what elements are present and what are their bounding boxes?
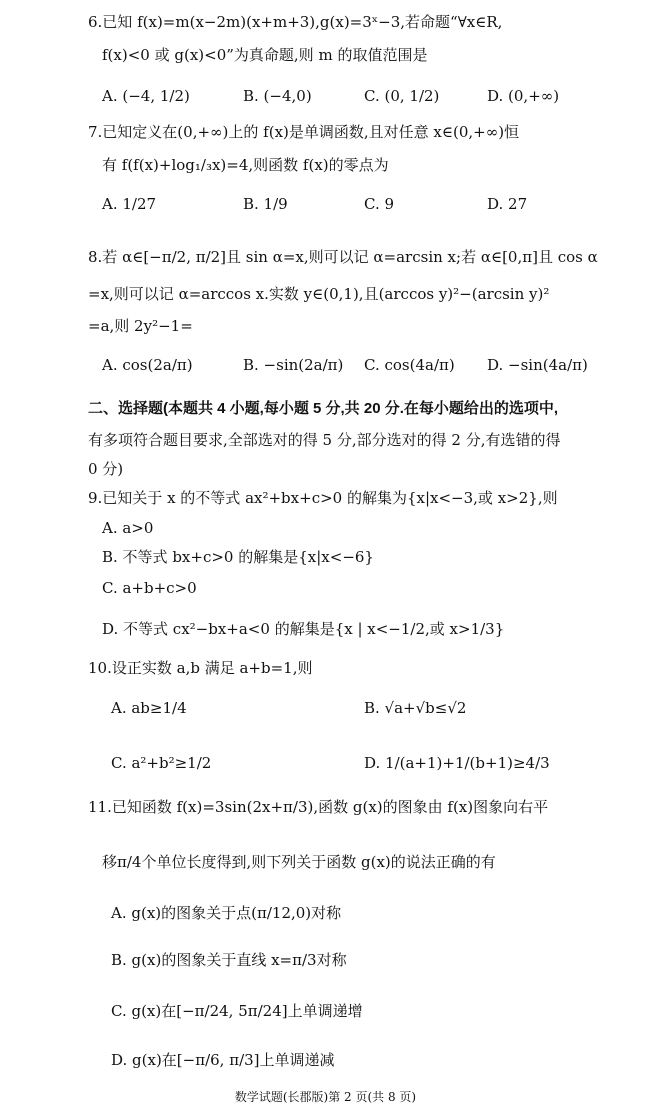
q8-option-c: C. cos(4a/π)	[364, 356, 455, 374]
q8-line3: =a,则 2y²−1=	[88, 317, 193, 335]
q7-option-b: B. 1/9	[243, 195, 288, 213]
q11-line1: 11.已知函数 f(x)=3sin(2x+π/3),函数 g(x)的图象由 f(x)图象向右平	[88, 798, 549, 816]
q11-option-c: C. g(x)在[−π/24, 5π/24]上单调递增	[111, 1002, 363, 1020]
q10-option-c: C. a²+b²≥1/2	[111, 754, 212, 772]
q7-option-a: A. 1/27	[102, 195, 157, 213]
q6-line1: 6.已知 f(x)=m(x−2m)(x+m+3),g(x)=3ˣ−3,若命题“∀x∈R,	[88, 13, 503, 31]
q7-line2: 有 f(f(x)+log₁/₃x)=4,则函数 f(x)的零点为	[102, 156, 389, 174]
q11-option-a: A. g(x)的图象关于点(π/12,0)对称	[111, 904, 342, 922]
page-footer: 数学试题(长郡版)第 2 页(共 8 页)	[234, 1090, 417, 1104]
q7-line1: 7.已知定义在(0,+∞)上的 f(x)是单调函数,且对任意 x∈(0,+∞)恒	[88, 123, 520, 141]
section2-line2: 有多项符合题目要求,全部选对的得 5 分,部分选对的得 2 分,有选错的得	[88, 431, 561, 449]
section2-line1: 二、选择题(本题共 4 小题,每小题 5 分,共 20 分.在每小题给出的选项中,	[88, 400, 559, 417]
q6-option-a: A. (−4, 1/2)	[102, 87, 190, 105]
q11-option-b: B. g(x)的图象关于直线 x=π/3对称	[111, 951, 347, 969]
q10-option-a: A. ab≥1/4	[111, 699, 187, 717]
q11-line2: 移π/4个单位长度得到,则下列关于函数 g(x)的说法正确的有	[102, 853, 496, 871]
q6-line2: f(x)<0 或 g(x)<0”为真命题,则 m 的取值范围是	[102, 46, 428, 64]
section2-line3: 0 分)	[88, 460, 124, 478]
q10-option-d: D. 1/(a+1)+1/(b+1)≥4/3	[364, 754, 550, 772]
q10-option-b: B. √a+√b≤√2	[364, 699, 467, 717]
q11-option-d: D. g(x)在[−π/6, π/3]上单调递减	[111, 1051, 335, 1069]
q7-option-c: C. 9	[364, 195, 395, 213]
q10-line1: 10.设正实数 a,b 满足 a+b=1,则	[88, 659, 313, 677]
q9-line1: 9.已知关于 x 的不等式 ax²+bx+c>0 的解集为{x|x<−3,或 x>2},则	[88, 489, 558, 507]
q9-option-a: A. a>0	[102, 519, 154, 537]
q6-option-b: B. (−4,0)	[243, 87, 312, 105]
q6-option-d: D. (0,+∞)	[487, 87, 560, 105]
q8-line2: =x,则可以记 α=arccos x.实数 y∈(0,1),且(arccos y)²−(arcsin y)²	[88, 285, 550, 303]
q8-line1: 8.若 α∈[−π/2, π/2]且 sin α=x,则可以记 α=arcsin x;若 α∈[0,π]且 cos α	[88, 248, 598, 266]
q9-option-c: C. a+b+c>0	[102, 579, 197, 597]
q8-option-d: D. −sin(4a/π)	[487, 356, 588, 374]
q6-option-c: C. (0, 1/2)	[364, 87, 440, 105]
q7-option-d: D. 27	[487, 195, 528, 213]
q8-option-a: A. cos(2a/π)	[102, 356, 193, 374]
q8-option-b: B. −sin(2a/π)	[243, 356, 344, 374]
q9-option-b: B. 不等式 bx+c>0 的解集是{x|x<−6}	[102, 548, 374, 566]
q9-option-d: D. 不等式 cx²−bx+a<0 的解集是{x | x<−1/2,或 x>1/3}	[102, 620, 505, 638]
